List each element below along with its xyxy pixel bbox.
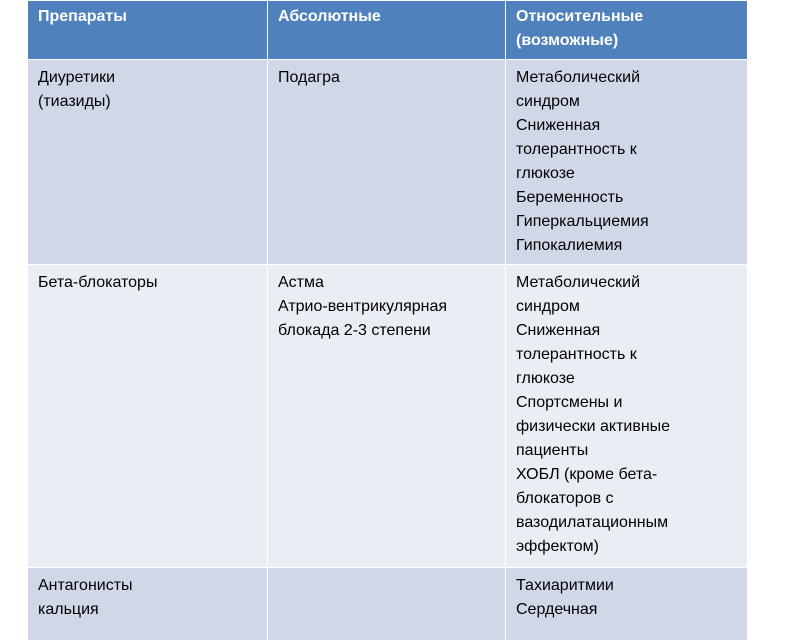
- absolute-line: Атрио-вентрикулярная: [278, 298, 448, 315]
- relative-line: Сниженная: [516, 117, 601, 134]
- relative-line: Гипокалиемия: [516, 237, 623, 254]
- relative-line: глюкозе: [516, 165, 575, 182]
- relative-line: Сниженная: [516, 322, 601, 339]
- table-row: [28, 568, 748, 641]
- relative-line: Тахиаритмии: [516, 577, 614, 594]
- drug-line: Антагонисты: [38, 577, 133, 594]
- relative-line: Гиперкальциемия: [516, 213, 649, 230]
- relative-cell: [506, 265, 748, 568]
- header-drugs: Препараты: [28, 1, 268, 60]
- relative-line: физически активные: [516, 418, 671, 435]
- relative-line: синдром: [516, 93, 580, 110]
- relative-line: синдром: [516, 298, 580, 315]
- relative-line: ХОБЛ (кроме бета-: [516, 466, 658, 483]
- relative-line: Сердечная: [516, 601, 598, 618]
- relative-line: Спортсмены и: [516, 394, 623, 411]
- drug-cell: [28, 60, 268, 265]
- drug-line: Бета-блокаторы: [38, 274, 158, 291]
- absolute-cell: [268, 265, 506, 568]
- table-row: [28, 60, 748, 265]
- relative-line: пациенты: [516, 442, 589, 459]
- absolute-line: Подагра: [278, 69, 340, 86]
- absolute-line: Астма: [278, 274, 324, 291]
- relative-cell: [506, 60, 748, 265]
- relative-cell: [506, 568, 748, 641]
- relative-line: Метаболический: [516, 274, 641, 291]
- relative-line: эффектом): [516, 538, 599, 555]
- relative-line: вазодилатационным: [516, 514, 669, 531]
- drug-line: Диуретики: [38, 69, 116, 86]
- relative-line: Беременность: [516, 189, 624, 206]
- table-row: [28, 265, 748, 568]
- relative-line: глюкозе: [516, 370, 575, 387]
- header-absolute: Абсолютные: [268, 1, 506, 60]
- drug-cell: [28, 568, 268, 641]
- absolute-line: блокада 2-3 степени: [278, 322, 431, 339]
- drug-line: (тиазиды): [38, 93, 111, 110]
- header-relative: Относительные (возможные): [506, 1, 748, 60]
- absolute-cell: [268, 60, 506, 265]
- relative-line: толерантность к: [516, 141, 637, 158]
- drug-cell: [28, 265, 268, 568]
- relative-line: блокаторов с: [516, 490, 614, 507]
- drug-line: кальция: [38, 601, 99, 618]
- header-row: [28, 1, 748, 60]
- relative-line: Метаболический: [516, 69, 641, 86]
- relative-line: толерантность к: [516, 346, 637, 363]
- contraindications-table: [27, 0, 748, 641]
- absolute-cell: [268, 568, 506, 641]
